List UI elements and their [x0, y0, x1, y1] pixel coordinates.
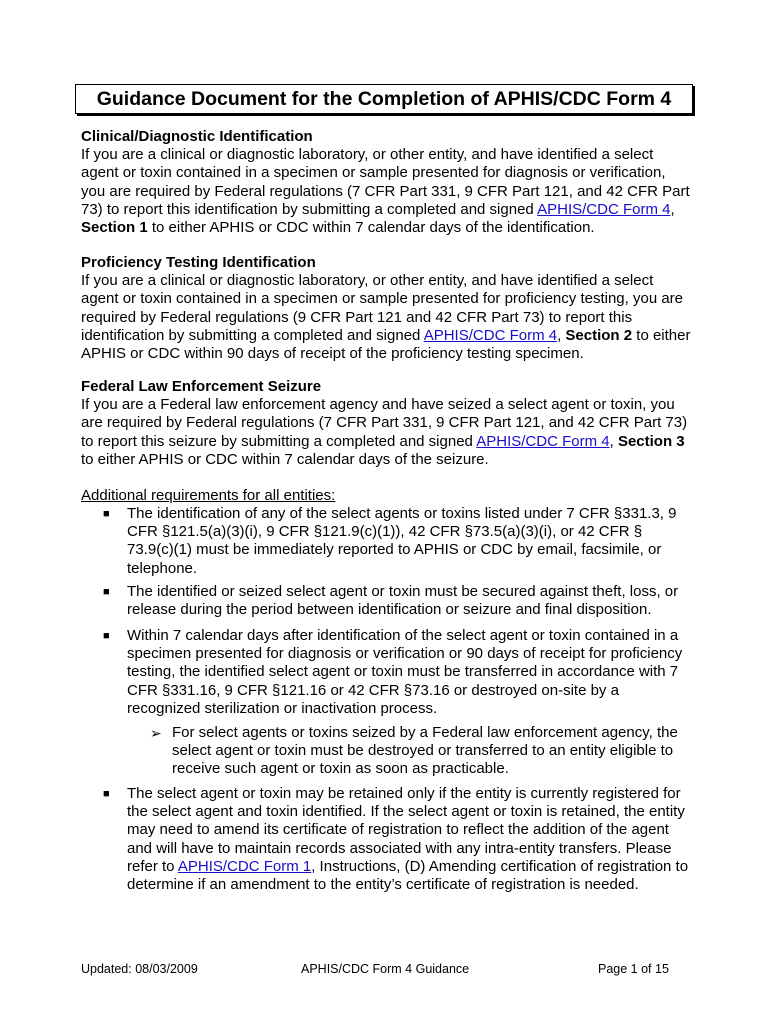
clinical-sep: ,: [670, 200, 675, 218]
proficiency-text: If you are a clinical or diagnostic laboratory, or other entity, and have identified a select agent or toxin contained in a specimen or sample presented for proficiency testing, you are required by Federal regulations (9 CFR Part 121 and 42 CFR Part 73) to report this identification by submitting a completed and signed: [81, 272, 684, 344]
sub-bullet-text: For select agents or toxins seized by a Federal law enforcement agency, the select agent or toxin must be destroyed or transferred to an entity eligible to receive such agent or toxin as soon as practicable.: [172, 724, 678, 778]
list-item: [81, 505, 691, 578]
square-bullet-icon: ■: [103, 586, 110, 598]
requirements-list: [81, 627, 691, 718]
additional-heading: Additional requirements for all entities:: [81, 487, 336, 504]
proficiency-sep: ,: [557, 326, 566, 344]
list-item: [81, 785, 691, 894]
clinical-paragraph: [81, 146, 691, 237]
form4-link[interactable]: APHIS/CDC Form 4: [423, 326, 558, 344]
square-bullet-icon: ■: [103, 630, 110, 642]
clinical-text: If you are a clinical or diagnostic laboratory, or other entity, and have identified a select agent or toxin contained in a specimen or sample presented for diagnosis or verification, you are required by Federal regulations (7 CFR Part 331, 9 CFR Part 121, and 42 CFR Part 73) to report this identification by submitting a completed and signed: [81, 146, 690, 218]
bullet-text-end: , Instructions, (D) Amending certification of registration to determine if an amendment to the entity’s certificate of registration is needed.: [127, 857, 689, 894]
requirements-list: [81, 583, 691, 619]
clinical-heading: Clinical/Diagnostic Identification: [81, 128, 313, 145]
section-seizure: [81, 378, 691, 469]
square-bullet-icon: ■: [103, 788, 110, 800]
bullet-text: The select agent or toxin may be retained only if the entity is currently registered for the select agent and toxin identified. If the select agent or toxin is retained, the entity may need to amend its certificate of registration to reflect the addition of the agent and will have to maintain records associated with any intra-entity transfers. Please refer to: [127, 785, 685, 875]
bullet-text: The identification of any of the select agents or toxins listed under 7 CFR §331.3, 9 CFR §121.5(a)(3)(i), 9 CFR §121.9(c)(1)), 42 CFR §73.5(a)(3)(i), or 42 CFR § 73.9(c)(1) must be immediately reported to APHIS or CDC by email, facsimile, or telephone.: [127, 505, 677, 577]
form1-link[interactable]: APHIS/CDC Form 1: [177, 857, 312, 875]
arrow-bullet-icon: ➢: [150, 725, 162, 741]
seizure-sep: ,: [609, 432, 614, 450]
seizure-paragraph: [81, 396, 691, 469]
section-proficiency: [81, 254, 691, 363]
list-item: [81, 627, 691, 718]
square-bullet-icon: ■: [103, 508, 110, 520]
proficiency-section-ref: Section 2: [565, 326, 633, 344]
bullet-text: Within 7 calendar days after identification of the select agent or toxin contained in a specimen presented for diagnosis or verification or 90 days of receipt for proficiency testing, the identified select agent or toxin must be transferred in accordance with 7 CFR §331.16, 9 CFR §121.16 or 42 CFR §73.16 or destroyed on-site by a recognized sterilization or inactivation process.: [127, 627, 683, 717]
bullet-text: The identified or seized select agent or toxin must be secured against theft, loss, or release during the period between identification or seizure and final disposition.: [127, 583, 679, 619]
seizure-text: If you are a Federal law enforcement agency and have seized a select agent or toxin, you are required by Federal regulations (7 CFR Part 331, 9 CFR Part 121, and 42 CFR Part 73) to report this seizure by submitting a completed and signed: [81, 396, 688, 450]
list-item: [81, 583, 691, 619]
footer-page-number: Page 1 of 15: [598, 962, 669, 976]
section-clinical: [81, 128, 691, 237]
seizure-heading: Federal Law Enforcement Seizure: [81, 378, 322, 395]
requirements-list: [81, 785, 691, 894]
proficiency-paragraph: [81, 272, 691, 363]
clinical-text-end: to either APHIS or CDC within 7 calendar days of the identification.: [147, 219, 595, 237]
proficiency-text-end: to either APHIS or CDC within 90 days of receipt of the proficiency testing specimen.: [81, 326, 691, 363]
form4-link[interactable]: APHIS/CDC Form 4: [537, 200, 671, 218]
seizure-text-end: to either APHIS or CDC within 7 calendar days of the seizure.: [81, 450, 489, 468]
sub-list-item: [150, 724, 690, 779]
proficiency-heading: Proficiency Testing Identification: [81, 254, 316, 271]
seizure-section-ref: Section 3: [617, 432, 685, 450]
footer-updated: Updated: 08/03/2009: [81, 962, 198, 976]
requirements-list: [81, 505, 691, 578]
footer-doc-title: APHIS/CDC Form 4 Guidance: [301, 962, 470, 976]
page-title: Guidance Document for the Completion of APHIS/CDC Form 4: [75, 84, 693, 114]
form4-link[interactable]: APHIS/CDC Form 4: [476, 432, 610, 450]
clinical-section-ref: Section 1: [81, 219, 148, 237]
